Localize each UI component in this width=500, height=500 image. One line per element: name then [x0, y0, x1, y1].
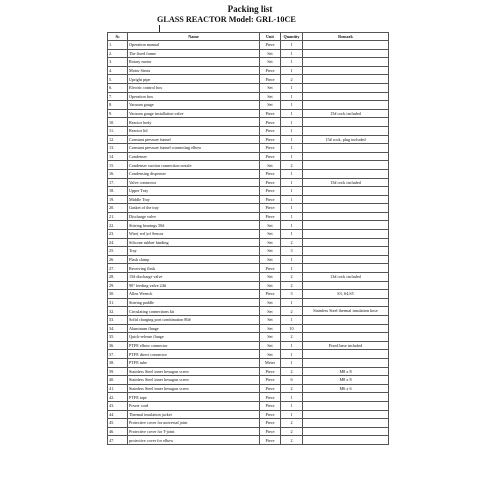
table-row	[108, 324, 389, 333]
cell-unit: Set	[260, 324, 281, 333]
cell-unit: Set	[260, 341, 281, 350]
cell-name: PTFE tape	[128, 393, 260, 402]
cell-name: Operation manual	[128, 41, 260, 50]
cell-quantity: 10	[281, 324, 303, 333]
cell-no: 8.	[108, 101, 128, 110]
table-row	[108, 204, 389, 213]
cell-name: Condenser suction connection nozzle	[128, 161, 260, 170]
cell-remark	[303, 247, 389, 256]
table-row	[108, 264, 389, 273]
table-row	[108, 152, 389, 161]
cell-remark	[303, 410, 389, 419]
cell-unit: Set	[260, 298, 281, 307]
table-row	[108, 58, 389, 67]
cell-quantity: 2	[281, 384, 303, 393]
cell-name: Electric control box	[128, 83, 260, 92]
table-row	[108, 118, 389, 127]
table-row	[108, 350, 389, 359]
cell-name: 15# discharge valve	[128, 273, 260, 282]
cell-name: Reactor lid	[128, 126, 260, 135]
table-row	[108, 427, 389, 436]
cell-remark: 13# cock included	[303, 273, 389, 282]
cell-name: Circulating connections kit	[128, 307, 260, 316]
cell-unit: Set	[260, 247, 281, 256]
cell-remark	[303, 255, 389, 264]
cell-name: Valve connector	[128, 178, 260, 187]
table-row	[108, 135, 389, 144]
header-quantity: Quantity	[281, 33, 303, 41]
cell-name: Flask clamp	[128, 255, 260, 264]
cell-unit: Set	[260, 281, 281, 290]
cell-remark	[303, 350, 389, 359]
cell-remark	[303, 75, 389, 84]
cell-unit: Piece	[260, 212, 281, 221]
table-row	[108, 410, 389, 419]
cell-no: 27.	[108, 264, 128, 273]
cell-name: Motor Struts	[128, 66, 260, 75]
cell-remark	[303, 316, 389, 325]
cell-quantity: 1	[281, 109, 303, 118]
cell-remark	[303, 66, 389, 75]
cell-no: 24.	[108, 238, 128, 247]
cell-no: 13.	[108, 144, 128, 153]
cell-remark	[303, 238, 389, 247]
cell-remark	[303, 101, 389, 110]
cell-no: 28.	[108, 273, 128, 282]
cell-unit: Piece	[260, 41, 281, 50]
cell-no: 37.	[108, 350, 128, 359]
cell-name: Stirring bearings 50#	[128, 221, 260, 230]
cell-remark	[303, 401, 389, 410]
cell-unit: Set	[260, 92, 281, 101]
cell-name: Quick-release flange	[128, 333, 260, 342]
cell-quantity: 2	[281, 367, 303, 376]
cell-unit: Piece	[260, 204, 281, 213]
cell-quantity: 1	[281, 118, 303, 127]
cell-no: 4.	[108, 66, 128, 75]
table-row	[108, 333, 389, 342]
cell-unit: Set	[260, 316, 281, 325]
cell-remark	[303, 427, 389, 436]
cell-remark	[303, 161, 389, 170]
cell-unit: Set	[260, 58, 281, 67]
cell-remark	[303, 126, 389, 135]
cell-remark	[303, 436, 389, 445]
table-row	[108, 358, 389, 367]
cell-quantity: 1	[281, 298, 303, 307]
cell-no: 39.	[108, 367, 128, 376]
cell-remark: Stainless Steel thermal insulation hose	[303, 307, 389, 316]
cell-no: 2.	[108, 49, 128, 58]
cell-no: 20.	[108, 204, 128, 213]
cell-unit: Piece	[260, 109, 281, 118]
table-row	[108, 144, 389, 153]
cell-remark	[303, 393, 389, 402]
cell-no: 25.	[108, 247, 128, 256]
table-row	[108, 401, 389, 410]
cell-unit: Piece	[260, 376, 281, 385]
cell-quantity: 1	[281, 152, 303, 161]
table-row	[108, 376, 389, 385]
cell-remark	[303, 230, 389, 239]
header-unit: Unit	[260, 33, 281, 41]
cell-name: Stainless Steel inner hexagon screw	[128, 367, 260, 376]
cell-quantity: 1	[281, 126, 303, 135]
cell-unit: Piece	[260, 126, 281, 135]
cell-quantity: 2	[281, 427, 303, 436]
cell-quantity: 1	[281, 264, 303, 273]
cell-remark	[303, 195, 389, 204]
cell-quantity: 1	[281, 393, 303, 402]
cell-name: Gasket of the tray	[128, 204, 260, 213]
cell-quantity: 1	[281, 144, 303, 153]
cell-name: Upright pipe	[128, 75, 260, 84]
cell-no: 38.	[108, 358, 128, 367]
table-row	[108, 75, 389, 84]
cell-quantity: 6	[281, 376, 303, 385]
document-subtitle: GLASS REACTOR Model: GRL-10CE	[157, 15, 296, 24]
table-header-row	[108, 33, 389, 41]
cell-name: PTFE elbow connector	[128, 341, 260, 350]
cell-remark	[303, 419, 389, 428]
cell-quantity: 1	[281, 358, 303, 367]
cell-no: 6.	[108, 83, 128, 92]
cell-remark	[303, 144, 389, 153]
cell-name: Reactor body	[128, 118, 260, 127]
cell-remark	[303, 298, 389, 307]
cell-no: 7.	[108, 92, 128, 101]
cell-name: Silicone rubber binding	[128, 238, 260, 247]
table-row	[108, 419, 389, 428]
table-row	[108, 307, 389, 316]
cell-quantity: 2	[281, 238, 303, 247]
table-row	[108, 109, 389, 118]
cell-quantity: 1	[281, 221, 303, 230]
cell-unit: Set	[260, 230, 281, 239]
cell-no: 30.	[108, 290, 128, 299]
document-title: Packing list	[227, 4, 273, 14]
cell-quantity: 1	[281, 316, 303, 325]
cell-remark: M8 x 8	[303, 367, 389, 376]
cell-unit: Set	[260, 221, 281, 230]
cell-remark	[303, 204, 389, 213]
cell-quantity: 1	[281, 195, 303, 204]
cell-quantity: 1	[281, 204, 303, 213]
cell-unit: Set	[260, 350, 281, 359]
cell-remark	[303, 281, 389, 290]
cell-unit: Piece	[260, 393, 281, 402]
cell-remark	[303, 212, 389, 221]
cell-name: Vacuum gauge installation valve	[128, 109, 260, 118]
cell-name: Vacuum gauge	[128, 101, 260, 110]
cell-unit: Piece	[260, 195, 281, 204]
cell-quantity: 2	[281, 161, 303, 170]
cell-quantity: 1	[281, 135, 303, 144]
cell-quantity: 1	[281, 66, 303, 75]
cell-name: PTFE direct connector	[128, 350, 260, 359]
cell-remark	[303, 264, 389, 273]
header-remark: Remark	[303, 33, 389, 41]
cell-quantity: 2	[281, 75, 303, 84]
cell-name: Thermal insulation jacket	[128, 410, 260, 419]
cell-name: Aluminum flange	[128, 324, 260, 333]
table-row	[108, 195, 389, 204]
cell-unit: Piece	[260, 384, 281, 393]
cell-no: 32.	[108, 307, 128, 316]
cell-unit: Piece	[260, 264, 281, 273]
cell-unit: Piece	[260, 187, 281, 196]
cell-name: 90° feeding valve 24#	[128, 281, 260, 290]
cell-name: Wire( red )of Sensor	[128, 230, 260, 239]
cell-quantity: 2	[281, 419, 303, 428]
table-row	[108, 126, 389, 135]
table-row	[108, 316, 389, 325]
cell-no: 3.	[108, 58, 128, 67]
cell-name: Stainless Steel inner hexagon screw	[128, 376, 260, 385]
cell-no: 22.	[108, 221, 128, 230]
cell-unit: Set	[260, 238, 281, 247]
cell-unit: Piece	[260, 290, 281, 299]
table-body	[108, 41, 389, 445]
cell-no: 46.	[108, 427, 128, 436]
header-name: Name	[128, 33, 260, 41]
table-row	[108, 230, 389, 239]
table-row	[108, 49, 389, 58]
cell-quantity: 1	[281, 49, 303, 58]
cell-name: Middle Tray	[128, 195, 260, 204]
cell-remark	[303, 49, 389, 58]
cell-remark: 15# cock included	[303, 178, 389, 187]
cell-remark: M8 x 8	[303, 376, 389, 385]
cell-name: The fixed frame	[128, 49, 260, 58]
cell-quantity: 1	[281, 187, 303, 196]
cell-no: 44.	[108, 410, 128, 419]
cell-unit: Set	[260, 101, 281, 110]
header-no: №	[108, 33, 128, 41]
cell-unit: Set	[260, 161, 281, 170]
cell-unit: Piece	[260, 135, 281, 144]
cell-no: 17.	[108, 178, 128, 187]
table-row	[108, 341, 389, 350]
cell-remark	[303, 169, 389, 178]
cell-unit: Piece	[260, 152, 281, 161]
cell-unit: Set	[260, 255, 281, 264]
table-row	[108, 169, 389, 178]
table-row	[108, 212, 389, 221]
cell-remark	[303, 358, 389, 367]
cell-name: Upper Tray	[128, 187, 260, 196]
cell-quantity: 1	[281, 410, 303, 419]
cell-quantity: 1	[281, 58, 303, 67]
cell-remark: S3, S4,S5	[303, 290, 389, 299]
cell-name: Solid charging port combination 80#	[128, 316, 260, 325]
cell-unit: Piece	[260, 401, 281, 410]
cell-unit: Piece	[260, 169, 281, 178]
cell-name: Constant pressure funnel connecting elbow	[128, 144, 260, 153]
cell-quantity: 1	[281, 350, 303, 359]
cell-name: Protective cover for universal joint	[128, 419, 260, 428]
cell-no: 10.	[108, 118, 128, 127]
cell-no: 11.	[108, 126, 128, 135]
cell-unit: Set	[260, 307, 281, 316]
cell-unit: Piece	[260, 144, 281, 153]
cell-quantity: 1	[281, 230, 303, 239]
table-row	[108, 273, 389, 282]
cell-unit: Piece	[260, 367, 281, 376]
cell-remark	[303, 324, 389, 333]
cell-no: 35.	[108, 333, 128, 342]
cell-no: 26.	[108, 255, 128, 264]
table-row	[108, 281, 389, 290]
table-row	[108, 161, 389, 170]
cell-name: protective cover for elbow	[128, 436, 260, 445]
table-row	[108, 178, 389, 187]
text-cursor	[159, 25, 160, 32]
packing-list-table	[107, 32, 389, 445]
table-row	[108, 83, 389, 92]
cell-unit: Piece	[260, 178, 281, 187]
cell-name: Allen Wrench	[128, 290, 260, 299]
cell-no: 5.	[108, 75, 128, 84]
cell-unit: Piece	[260, 75, 281, 84]
cell-quantity: 1	[281, 83, 303, 92]
cell-quantity: 1	[281, 255, 303, 264]
cell-name: PTFE tube	[128, 358, 260, 367]
cell-quantity: 1	[281, 401, 303, 410]
cell-quantity: 2	[281, 333, 303, 342]
cell-no: 34.	[108, 324, 128, 333]
cell-remark	[303, 118, 389, 127]
cell-no: 47.	[108, 436, 128, 445]
table-row	[108, 247, 389, 256]
cell-name: Rotary motor	[128, 58, 260, 67]
cell-no: 41.	[108, 384, 128, 393]
table-row	[108, 238, 389, 247]
table-row	[108, 255, 389, 264]
cell-quantity: 2	[281, 281, 303, 290]
cell-name: Discharge valve	[128, 212, 260, 221]
table-row	[108, 384, 389, 393]
table-row	[108, 101, 389, 110]
cell-unit: Set	[260, 273, 281, 282]
cell-remark	[303, 333, 389, 342]
cell-name: Condenser	[128, 152, 260, 161]
cell-no: 15.	[108, 161, 128, 170]
cell-no: 42.	[108, 393, 128, 402]
cell-quantity: 1	[281, 178, 303, 187]
cell-quantity: 2	[281, 307, 303, 316]
cell-quantity: 1	[281, 341, 303, 350]
cell-name: Condensing dispenser	[128, 169, 260, 178]
cell-quantity: 1	[281, 92, 303, 101]
cell-no: 16.	[108, 169, 128, 178]
table-row	[108, 367, 389, 376]
cell-name: Stainless Steel inner hexagon screw	[128, 384, 260, 393]
cell-no: 33.	[108, 316, 128, 325]
cell-name: Power cord	[128, 401, 260, 410]
cell-unit: Set	[260, 333, 281, 342]
table-row	[108, 187, 389, 196]
cell-remark	[303, 152, 389, 161]
cell-no: 9.	[108, 109, 128, 118]
table-row	[108, 298, 389, 307]
cell-remark	[303, 41, 389, 50]
cell-remark	[303, 221, 389, 230]
cell-unit: Meter	[260, 358, 281, 367]
table-row	[108, 41, 389, 50]
cell-name: Protective cover for T-joint	[128, 427, 260, 436]
cell-remark	[303, 83, 389, 92]
cell-no: 45.	[108, 419, 128, 428]
cell-name: Constant pressure funnel	[128, 135, 260, 144]
table-row	[108, 393, 389, 402]
cell-no: 12.	[108, 135, 128, 144]
cell-unit: Set	[260, 49, 281, 58]
cell-no: 36.	[108, 341, 128, 350]
table-row	[108, 436, 389, 445]
cell-name: Receiving flask	[128, 264, 260, 273]
cell-remark: M6 x 6	[303, 384, 389, 393]
cell-quantity: 1	[281, 212, 303, 221]
table-row	[108, 66, 389, 75]
cell-no: 29.	[108, 281, 128, 290]
cell-no: 18.	[108, 187, 128, 196]
cell-name: Stirring paddle	[128, 298, 260, 307]
cell-remark: 15# cock included	[303, 109, 389, 118]
cell-unit: Piece	[260, 427, 281, 436]
cell-no: 1.	[108, 41, 128, 50]
cell-unit: Piece	[260, 436, 281, 445]
cell-no: 43.	[108, 401, 128, 410]
cell-remark	[303, 58, 389, 67]
cell-quantity: 1	[281, 169, 303, 178]
cell-unit: Piece	[260, 410, 281, 419]
cell-remark: Fixed base included	[303, 341, 389, 350]
cell-quantity: 2	[281, 436, 303, 445]
cell-no: 14.	[108, 152, 128, 161]
table-row	[108, 221, 389, 230]
cell-remark: 15# cock, plug included	[303, 135, 389, 144]
table-row	[108, 92, 389, 101]
cell-no: 23.	[108, 230, 128, 239]
cell-name: Tray	[128, 247, 260, 256]
cell-remark	[303, 92, 389, 101]
cell-no: 31.	[108, 298, 128, 307]
cell-unit: Set	[260, 83, 281, 92]
cell-quantity: 3	[281, 290, 303, 299]
cell-quantity: 1	[281, 101, 303, 110]
cell-quantity: 3	[281, 247, 303, 256]
cell-remark	[303, 187, 389, 196]
cell-no: 19.	[108, 195, 128, 204]
cell-quantity: 2	[281, 273, 303, 282]
cell-no: 21.	[108, 212, 128, 221]
cell-quantity: 1	[281, 41, 303, 50]
cell-name: Operation box	[128, 92, 260, 101]
cell-unit: Piece	[260, 419, 281, 428]
table-row	[108, 290, 389, 299]
cell-unit: Piece	[260, 118, 281, 127]
cell-unit: Piece	[260, 66, 281, 75]
cell-no: 40.	[108, 376, 128, 385]
